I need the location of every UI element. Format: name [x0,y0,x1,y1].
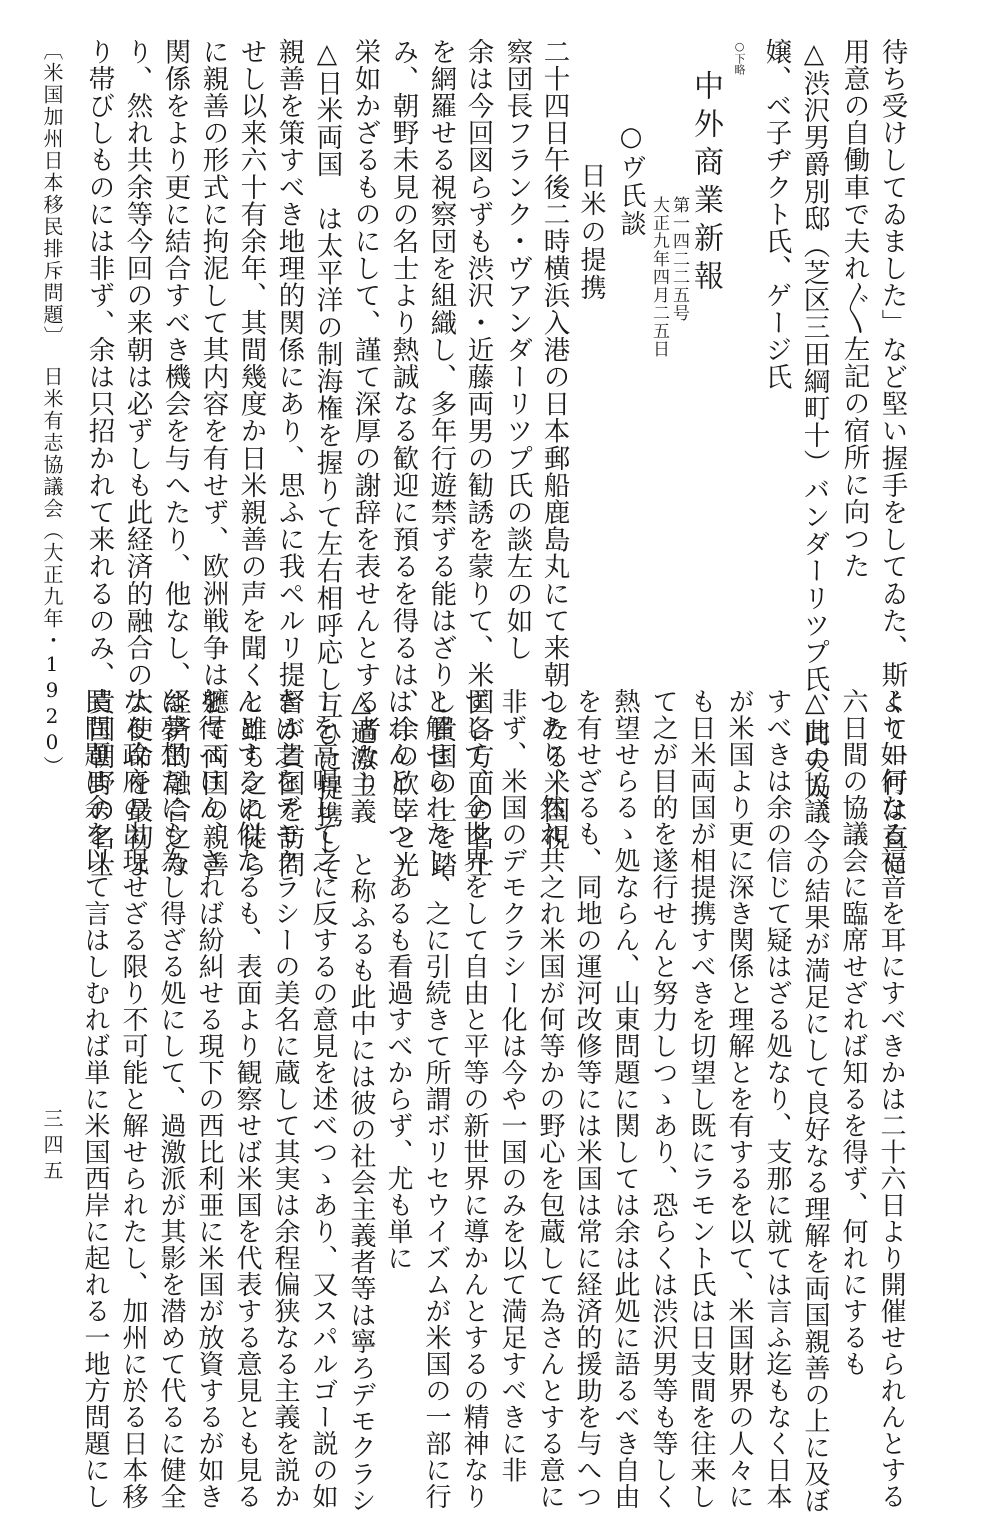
body-column: 六日間の協議会に臨席せざれば知るを得ず、何れにするも [838,688,868,1377]
body-column: て之が目的を遂行せんと努力しつゝあり、恐らくは渋沢男等も等しく [648,688,678,1510]
body-column: 非ず、米国のデモクラシー化は今や一国のみを以て満足すべきに非 [497,688,527,1483]
issue-number: 第一四二二五号 [669,196,689,322]
body-column: んとするに似たるも、表面より観察せば米国を代表する意見とも見る [232,688,262,1510]
body-column: り帯びしものには非ず、余は只招かれて来れるのみ、貴国朝野の名士 [83,38,115,879]
body-column: に親善の形式に拘泥して其内容を有せず、欧洲戦争は軈て両国の親善 [197,38,229,879]
upper-text-column: △渋沢男爵別邸（芝区三田綱町十）バンダーリツプ氏、同夫人、令 [798,38,830,856]
newspaper-title: 中外商業新報 [688,70,723,298]
speaker-heading: ○ヴ氏談 [616,122,646,238]
body-column: 栄如かざるものにして、謹て深厚の謝辞を表せんとする者なり [349,38,381,797]
body-column: り、然れ共余等今回の来朝は必ずしも此経済的融合の大使命を最初よ [121,38,153,879]
body-column: は夢想だにも為し得ざる処にして、過激派が其影を潜めて代るに健全 [156,688,186,1510]
body-column: 二十四日午後二時横浜入港の日本郵船鹿島丸にて来朝したる米国視 [538,38,570,851]
article-subheading: 日米の提携 [576,162,606,302]
body-column: 察団長フランク・ヴアンダーリツプ氏の談左の如し [501,38,533,662]
footer-organization: 日米有志協議会（大正九年・1920） [40,366,64,778]
body-column: なる政府の出現せざる限り不可能と解せられたし、加州に於る日本移 [118,688,148,1510]
upper-text-column: 嬢、ベ子ヂクト氏、ゲージ氏 [760,38,792,391]
body-column: を有せざるも、同地の運河改修等には米国は常に経済的援助を与へつ [572,688,602,1510]
body-column: △日米両国 は太平洋の制海権を握りて左右相呼応し互ひに提携して [311,38,343,883]
body-column: ずして、全世界をして自由と平等の新世界に導かんとするの精神なり [459,688,489,1510]
body-column: 民問題は余を以て言はしむれば単に米国西岸に起れる一地方問題にし [80,688,110,1510]
upper-text-column: 待ち受けしてゐました」など堅い握手をしてゐた、斯くて一行は直に [876,38,908,879]
body-column: △此の協議 の結果が満足にして良好なる理解を両国親善の上に及ぼ [800,688,830,1514]
issue-date: 大正九年四月二五日 [649,196,669,358]
body-column: 関係をより更に結合すべき機会を与へたり、他なし、経済的融合之な [159,38,191,879]
body-column: を網羅せる視察団を組織し、多年行遊禁ずる能はざりし貴国の土を踏 [425,38,457,879]
body-column: より如何なる福音を耳にすべきかは二十六日より開催せられんとする [876,688,906,1510]
body-column: △過激主義 と称ふるも此中には彼の社会主義者等は寧ろデモクラシ [346,688,376,1514]
body-column: はれんとしつゝあるも看過すべからず、尤も単に [383,688,413,1271]
body-column: ーを高唱して之に反するの意見を述べつゝあり、又スパルゴー説の如 [308,688,338,1510]
body-column: せし以来六十有余年、其間幾度か日米親善の声を聞くと雖も之れ徒ら [235,38,267,879]
upper-text-column: 用意の自働車で夫れ〲左記の宿所に向つた [838,38,870,580]
body-column: 熱望せらるゝ処ならん、山東問題に関しては余は此処に語るべき自由 [610,688,640,1510]
body-column: 余は今回図らずも渋沢・近藤両男の勧誘を蒙りて、米国各方面の名士 [462,38,494,879]
body-column: きは之をデモクラシーの美名に蔵して其実は余程偏狭なる主義を説か [270,688,300,1510]
body-column: も日米両国が相提携すべきを切望し既にラモント氏は日支間を往来し [686,688,716,1510]
body-column: つあり、然れ共之れ米国が何等かの野心を包蔵して為さんとする意に [535,688,565,1510]
body-column: 親善を策すべき地理的関係にあり、思ふに我ペルリ提督が貴国を訪問 [273,38,305,879]
body-column: すべきは余の信じて疑はざる処なり、支那に就ては言ふ迄もなく日本 [762,688,792,1510]
footer-book-title: 〔米国加州日本移民排斥問題〕 [40,40,64,348]
body-column: が米国より更に深き関係と理解とを有するを以て、米国財界の人々に [724,688,754,1510]
body-column: み、朝野未見の名士より熱誠なる歓迎に預るを得るは、余の欣幸と光 [387,38,419,879]
body-column: と解せられたし、之に引続きて所謂ボリセウイズムが米国の一部に行 [421,688,451,1510]
page-number: 三四五 [40,1108,64,1186]
body-column: を得べけん、されば紛糾せる現下の西比利亜に米国が放資するが如き [194,688,224,1510]
omission-note: ○下略 [733,40,746,75]
